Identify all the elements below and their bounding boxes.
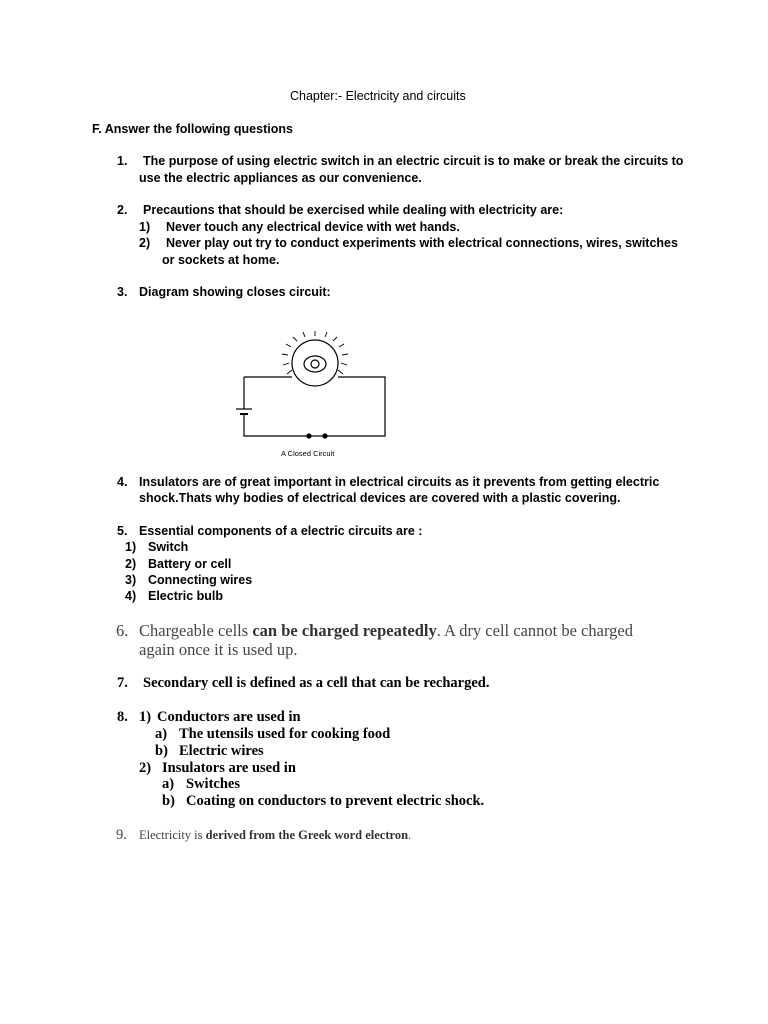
sublist-number: 1)	[139, 709, 152, 725]
list-item-number: 1)	[139, 220, 151, 234]
answer-text-line: Precautions that should be exercised while dealing with electricity are:	[143, 203, 564, 217]
list-item-letter: a)	[155, 726, 168, 742]
closed-circuit-diagram	[228, 326, 398, 462]
question-number: 5.	[117, 524, 128, 538]
list-item-number: 3)	[125, 573, 137, 587]
list-item-letter: b)	[162, 793, 175, 809]
answer-text-line: again once it is used up.	[139, 640, 298, 659]
switch-icon	[307, 434, 327, 438]
answer-text-line: Insulators are of great important in electrical circuits as it prevents from getting electric	[139, 475, 660, 489]
list-item: Electric wires	[179, 743, 264, 759]
list-item-number: 1)	[125, 540, 137, 554]
list-item-continued: or sockets at home.	[162, 253, 280, 267]
sublist-heading: Insulators are used in	[162, 760, 296, 776]
answer-text-line: Electricity is derived from the Greek word electron.	[139, 828, 412, 842]
question-number: 1.	[117, 154, 128, 168]
question-number: 9.	[116, 827, 127, 843]
answer-text-line: Chargeable cells can be charged repeatedly. A dry cell cannot be charged	[139, 621, 633, 640]
list-item-number: 2)	[139, 236, 151, 250]
question-number: 2.	[117, 203, 128, 217]
list-item: Electric bulb	[148, 589, 224, 603]
list-item: Connecting wires	[148, 573, 253, 587]
bulb-filament-core	[311, 360, 319, 368]
question-number: 6.	[116, 621, 129, 640]
list-item-number: 2)	[125, 557, 137, 571]
section-heading: F. Answer the following questions	[92, 122, 293, 136]
list-item: Never play out try to conduct experiments with electrical connections, wires, switches	[166, 236, 678, 250]
page-title: Chapter:- Electricity and circuits	[290, 89, 466, 103]
list-item-letter: a)	[162, 776, 175, 792]
diagram-caption: A Closed Circuit	[281, 449, 335, 458]
answer-text-line: use the electric appliances as our convenience.	[139, 171, 422, 185]
answer-text-line: Essential components of a electric circuits are :	[139, 524, 423, 538]
list-item: Battery or cell	[148, 557, 232, 571]
list-item: The utensils used for cooking food	[179, 726, 391, 742]
question-number: 8.	[117, 709, 128, 725]
list-item: Switch	[148, 540, 189, 554]
question-number: 4.	[117, 475, 128, 489]
list-item: Switches	[186, 776, 240, 792]
question-number: 7.	[117, 675, 128, 691]
answer-text-line: The purpose of using electric switch in an electric circuit is to make or break the circuits to	[143, 154, 684, 168]
sublist-number: 2)	[139, 760, 152, 776]
bulb-filament	[304, 356, 326, 372]
list-item: Coating on conductors to prevent electric shock.	[186, 793, 485, 809]
bulb-glass	[292, 340, 338, 386]
sublist-heading: Conductors are used in	[157, 709, 301, 725]
answer-text-line: Secondary cell is defined as a cell that can be recharged.	[143, 675, 490, 691]
list-item: Never touch any electrical device with wet hands.	[166, 220, 460, 234]
question-number: 3.	[117, 285, 128, 299]
list-item-number: 4)	[125, 589, 137, 603]
answer-text-line: Diagram showing closes circuit:	[139, 285, 331, 299]
answer-text-line: shock.Thats why bodies of electrical devices are covered with a plastic covering.	[139, 491, 621, 505]
list-item-letter: b)	[155, 743, 168, 759]
